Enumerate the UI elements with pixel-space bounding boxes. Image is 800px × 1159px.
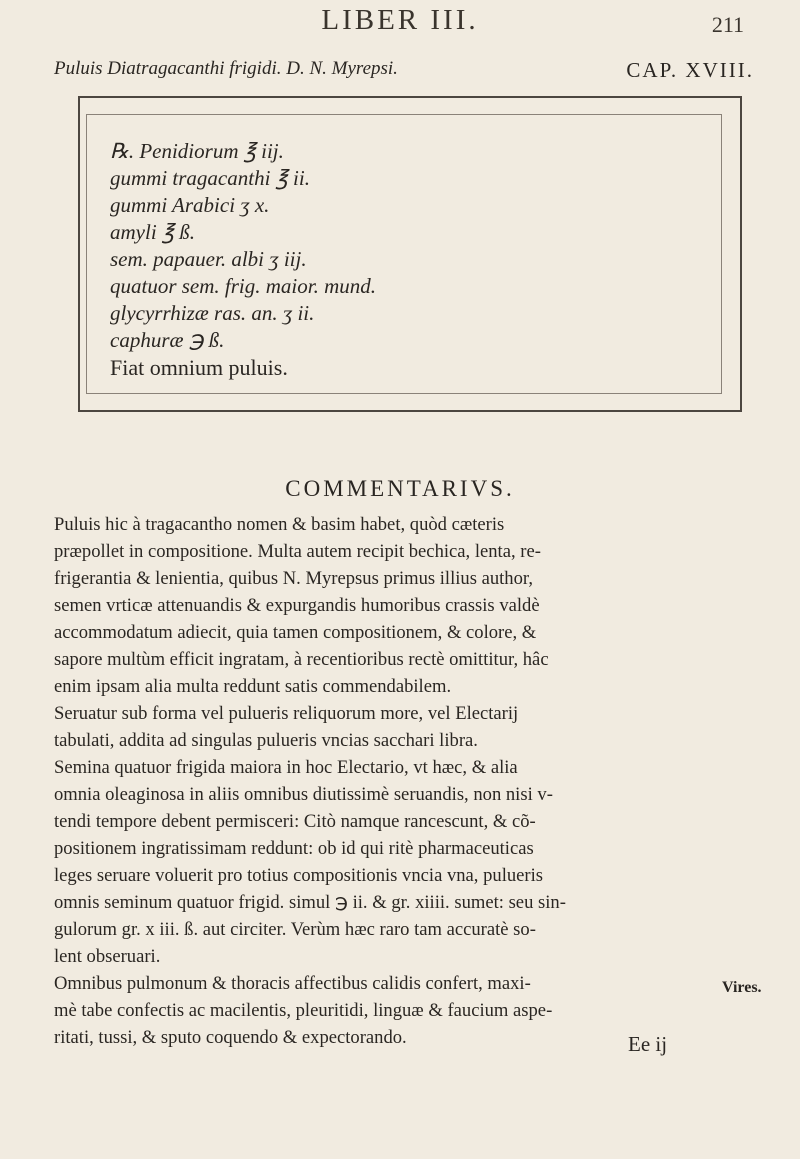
text-line: gulorum gr. x iii. ß. aut circiter. Verùm hæc raro tam accuratè so- [54,919,536,940]
recipe-line: gummi tragacanthi ℥ ii. [110,166,310,190]
commentary-heading: COMMENTARIVS. [285,476,515,501]
recipe-line: amyli ℥ ß. [110,220,196,244]
running-head [0,4,800,38]
text-line: omnia oleaginosa in aliis omnibus diutissimè seruandis, non nisi v- [54,784,553,805]
page-number: 211 [711,12,744,37]
text-line: mè tabe confectis ac macilentis, pleuritidi, linguæ & faucium aspe- [54,1000,553,1021]
recipe-line: ℞. Penidiorum ℥ iij. [110,139,284,163]
recipe-line: caphuræ ℈ ß. [110,328,225,352]
text-line: lent obseruari. [54,946,161,967]
text-line: ritati, tussi, & sputo coquendo & expectorando. [54,1027,407,1048]
text-line: sapore multùm efficit ingratam, à recentioribus rectè omittitur, hâc [54,649,549,670]
running-title: LIBER III. [321,4,479,36]
text-line: omnis seminum quatuor frigid. simul ℈ ii. & gr. xiiii. sumet: seu sin- [54,892,566,913]
text-line: leges seruare voluerit pro totius compositionis vncia vna, pulueris [54,865,544,886]
text-line: accommodatum adiecit, quia tamen compositionem, & colore, & [54,622,537,643]
text-line: præpollet in compositione. Multa autem recipit bechica, lenta, re- [54,541,541,562]
recipe-line: quatuor sem. frig. maior. mund. [110,274,377,298]
text-line: Semina quatuor frigida maiora in hoc Electario, vt hæc, & alia [54,757,518,778]
chapter-subhead [54,58,754,88]
chapter-title: Puluis Diatragacanthi frigidi. D. N. Myrepsi. [54,58,398,79]
recipe-line: glycyrrhizæ ras. an. ʒ ii. [110,301,315,325]
text-line: semen vrticæ attenuandis & expurgandis humoribus crassis valdè [54,595,540,616]
text-line: positionem ingratissimam reddunt: ob id qui ritè pharmaceuticas [54,838,534,859]
commentary-text [54,511,694,1051]
recipe-list [110,138,550,381]
chapter-number: CAP. XVIII. [626,58,754,82]
text-line: frigerantia & lenientia, quibus N. Myrepsus primus illius author, [54,568,533,589]
text-line: Seruatur sub forma vel pulueris reliquorum more, vel Electarij [54,703,519,724]
margin-note: Vires. [722,979,762,996]
text-line: Puluis hic à tragacantho nomen & basim habet, quòd cæteris [54,514,505,535]
text-line: tabulati, addita ad singulas pulueris vncias sacchari libra. [54,730,478,751]
catchword: Ee ij [628,1032,668,1056]
recipe-box [78,96,742,412]
recipe-line: sem. papauer. albi ʒ iij. [110,247,307,271]
recipe-line: Fiat omnium puluis. [110,355,288,380]
text-line: enim ipsam alia multa reddunt satis commendabilem. [54,676,452,697]
recipe-line: gummi Arabici ʒ x. [110,193,270,217]
text-line: Omnibus pulmonum & thoracis affectibus calidis confert, maxi- [54,973,531,994]
text-line: tendi tempore debent permisceri: Citò namque rancescunt, & cõ- [54,811,536,832]
